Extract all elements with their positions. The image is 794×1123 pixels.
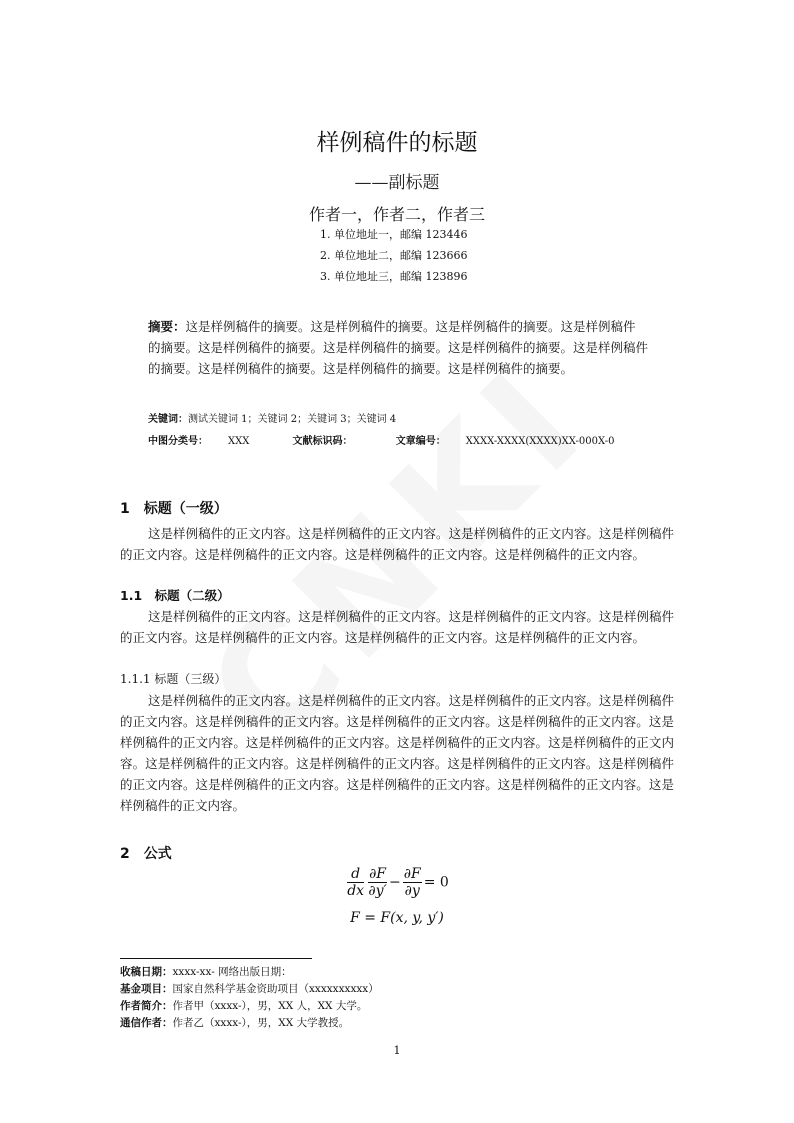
- abstract: [148, 316, 648, 379]
- fraction: $\frac{\partial F}{\partial y'}$: [368, 866, 387, 899]
- subsection-heading: 1.1 标题（二级）: [120, 588, 230, 603]
- keywords-text: 测试关键词 1；关键词 2；关键词 3；关键词 4: [188, 414, 397, 425]
- body-paragraph: 这是样例稿件的正文内容。这是样例稿件的正文内容。这是样例稿件的正文内容。这是样例稿件的正文内容。这是样例稿件的正文内容。这是样例稿件的正文内容。这是样例稿件的正文内容。: [120, 526, 674, 562]
- fraction: $\frac{\partial F}{\partial y}$: [403, 866, 421, 899]
- footnote-author-bio: 作者简介：作者甲（xxxx-），男，XX 人，XX 大学。: [120, 1000, 368, 1012]
- clc-label: 中图分类号：: [148, 436, 208, 447]
- subsubsection-heading: 1.1.1 标题（三级）: [120, 672, 227, 686]
- affiliation-item: 1. 单位地址一，邮编 123446: [320, 228, 468, 241]
- affiliation-item: 2. 单位地址二，邮编 123666: [320, 249, 468, 262]
- body-paragraph: 这是样例稿件的正文内容。这是样例稿件的正文内容。这是样例稿件的正文内容。这是样例稿件的正文内容。这是样例稿件的正文内容。这是样例稿件的正文内容。这是样例稿件的正文内容。这是样例稿件的正文内容。这是样例稿件的正文内容。这是样例稿件的正文内容。这是样例稿件的正文内容。这是样例稿件的正文内容。这是样例稿件的正文内容。这是样例稿件的正文内容。这是样例稿件的正文内容。这是样例稿件的正文内容。这是样例稿件的正文内容。这是样例稿件的正文内容。这是样例稿件的正文内容。: [120, 693, 674, 813]
- page-number: 1: [393, 1044, 401, 1057]
- section-heading-2: 2 公式: [120, 846, 172, 862]
- section-heading-1: 1 标题（一级）: [120, 501, 228, 517]
- affiliation-item: 3. 单位地址三，邮编 123896: [320, 270, 468, 283]
- paper-subtitle: ——副标题: [354, 173, 440, 193]
- formula-functional: F = F(x, y, y′): [350, 910, 444, 926]
- article-number-label: 文章编号：: [395, 436, 446, 447]
- clc-value: XXX: [228, 436, 250, 447]
- minus-sign: −: [389, 874, 401, 891]
- abstract-text: 这是样例稿件的摘要。这是样例稿件的摘要。这是样例稿件的摘要。这是样例稿件的摘要。这是样例稿件的摘要。这是样例稿件的摘要。这是样例稿件的摘要。这是样例稿件的摘要。这是样例稿件的摘要。这是样例稿件的摘要。这是样例稿件的摘要。: [148, 319, 649, 376]
- body-paragraph: 这是样例稿件的正文内容。这是样例稿件的正文内容。这是样例稿件的正文内容。这是样例稿件的正文内容。这是样例稿件的正文内容。这是样例稿件的正文内容。这是样例稿件的正文内容。: [120, 609, 674, 645]
- fraction: $\frac{d}{dx}$: [347, 866, 365, 899]
- abstract-label: 摘要：: [148, 319, 186, 334]
- footnote-corresponding: 通信作者：作者乙（xxxx-），男，XX 大学教授。: [120, 1017, 350, 1029]
- author-list: 作者一，作者二，作者三: [308, 205, 485, 224]
- keywords: [148, 410, 396, 425]
- footnote-received: 收稿日期：xxxx-xx- 网络出版日期：: [120, 966, 292, 978]
- footnote-divider: [120, 958, 312, 959]
- footnote-funding: 基金项目：国家自然科学基金资助项目（xxxxxxxxxx）: [120, 983, 379, 995]
- formula-euler-lagrange: [0, 866, 794, 899]
- keywords-label: 关键词：: [148, 414, 188, 425]
- equation-rhs: = 0: [423, 874, 449, 891]
- paper-title: 样例稿件的标题: [316, 130, 478, 156]
- doc-code-label: 文献标识码：: [292, 436, 353, 447]
- classification-line: [148, 432, 654, 447]
- affiliation-list: [320, 224, 467, 287]
- article-number-value: XXXX-XXXX(XXXX)XX-000X-0: [465, 436, 615, 447]
